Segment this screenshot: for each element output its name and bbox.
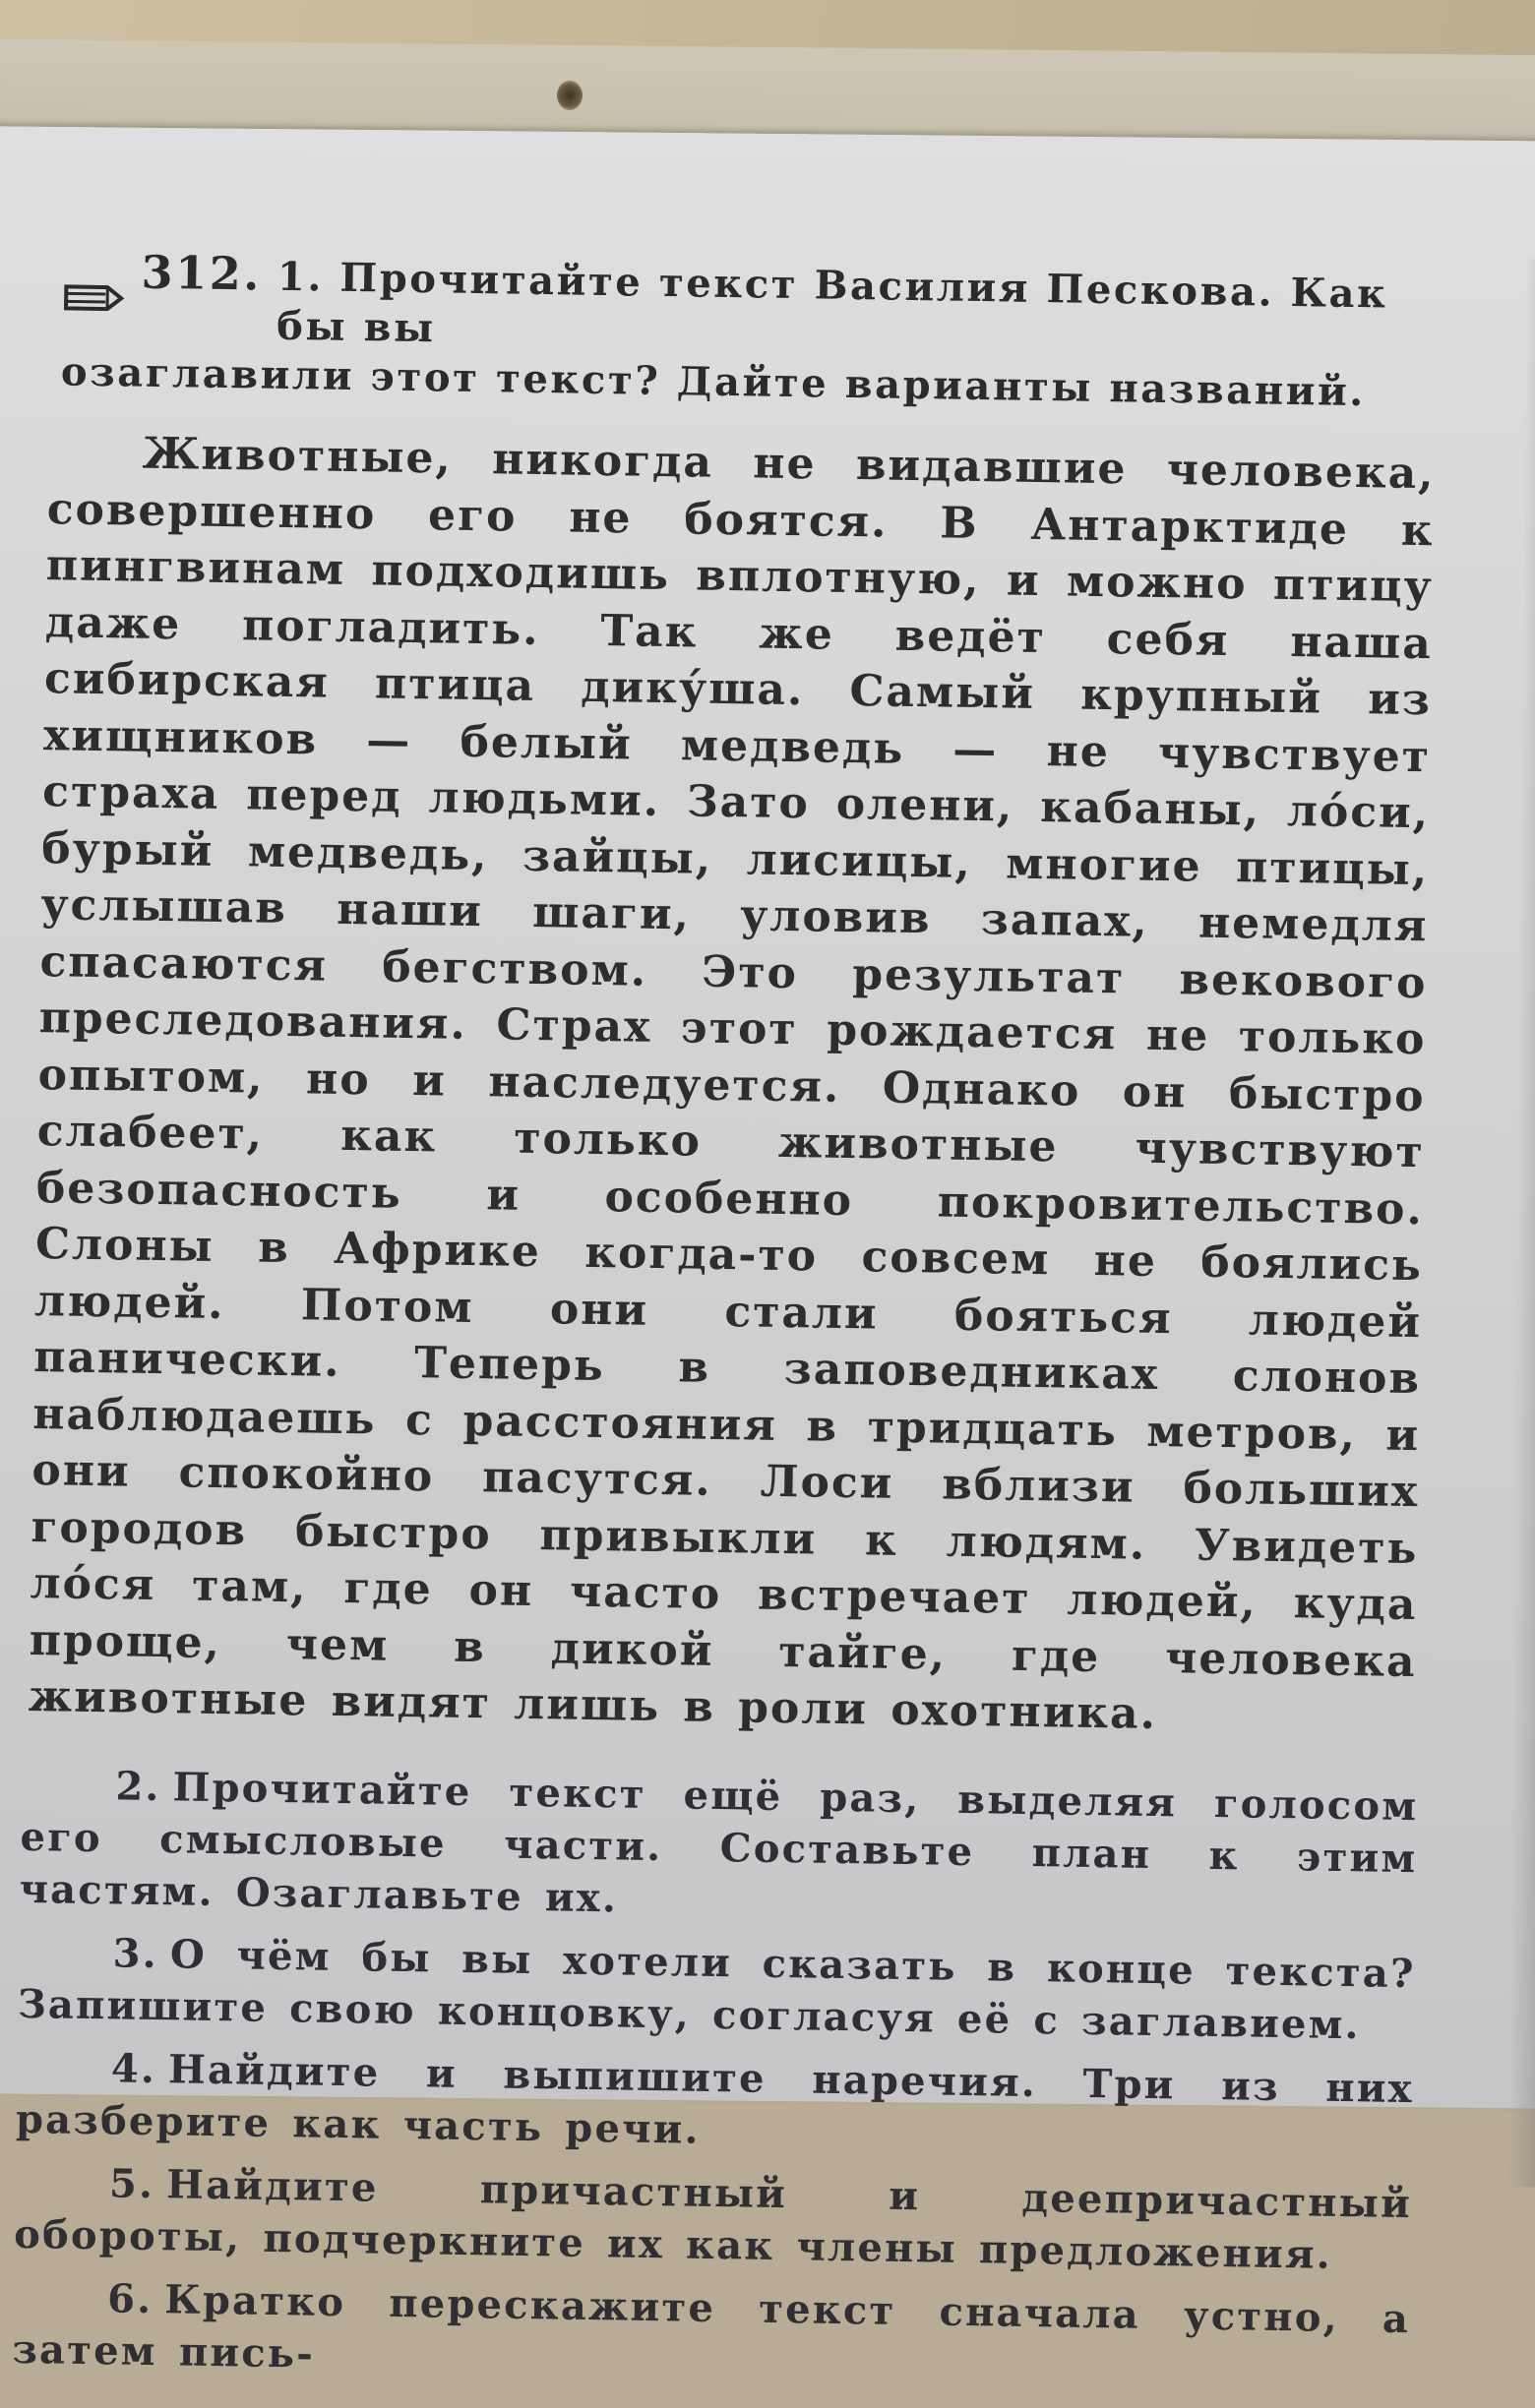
exercise-instruction-line1: 1. Прочитайте текст Василия Пескова. Как бы вы <box>276 253 1456 370</box>
task-number: 5. <box>109 2160 155 2207</box>
page-shadow-edge <box>1507 259 1535 2187</box>
task-number: 2. <box>115 1763 161 1810</box>
page-content <box>6 246 1456 2408</box>
main-text: Животные, никогда не видавшие человека, совершенно его не боятся. В Антарктиде к пингвинам подходишь вплотную, и можно птицу даже погладить. Так же ведёт себя наша сибирская птица дику́ша. Самый крупный из хищников — белый медведь — не чувствует страха перед людьми. Зато олени, кабаны, ло́си, бурый медведь, зайцы, лисицы, многие птицы, услышав наши шаги, уловив запах, немедля спасаются бегством. Это результат векового преследования. Страх этот рождается не только опытом, но и наследуется. Однако он быстро слабеет, как только животные чувствуют безопасность и особенно покровительство. Слоны в Африке когда-то совсем не боялись людей. Потом они стали бояться людей панически. Теперь в заповедниках слонов наблюдаешь с расстояния в тридцать метров, и они спокойно пасутся. Лоси вблизи больших городов быстро привыкли к людям. Увидеть ло́ся там, где он часто встречает людей, куда проще, чем в дикой тайге, где человека животные видят лишь в роли охотника. <box>28 424 1436 1746</box>
task-item <box>19 1758 1418 1936</box>
task-item <box>14 2155 1412 2281</box>
task-number: 4. <box>111 2045 157 2092</box>
task-text: Кратко перескажите текст сначала устно, а затем пись- <box>12 2276 1410 2377</box>
pencil-icon <box>62 282 125 313</box>
task-list <box>12 1758 1419 2396</box>
task-text: Найдите причастный и деепричастный обороты, подчеркните их как члены предложения. <box>14 2161 1412 2278</box>
paper-hole <box>557 81 583 110</box>
task-text: Прочитайте текст ещё раз, выделяя голосом его смысловые части. Составьте план к этим частям. Озаглавьте их. <box>19 1764 1418 1921</box>
task-item <box>16 2040 1414 2166</box>
task-text: Найдите и выпишите наречия. Три из них разберите как часть речи. <box>16 2046 1414 2152</box>
exercise-instruction-line2: озаглавили этот текст? Дайте варианты названий. <box>61 347 1455 418</box>
task-item <box>18 1925 1416 2051</box>
task-item <box>12 2270 1410 2396</box>
task-number: 6. <box>107 2275 154 2322</box>
exercise-number: 312. <box>141 248 262 299</box>
task-text: О чём бы вы хотели сказать в конце текста? Запишите свою концовку, согласуя её с заглавием. <box>18 1931 1416 2048</box>
task-number: 3. <box>112 1930 158 1977</box>
